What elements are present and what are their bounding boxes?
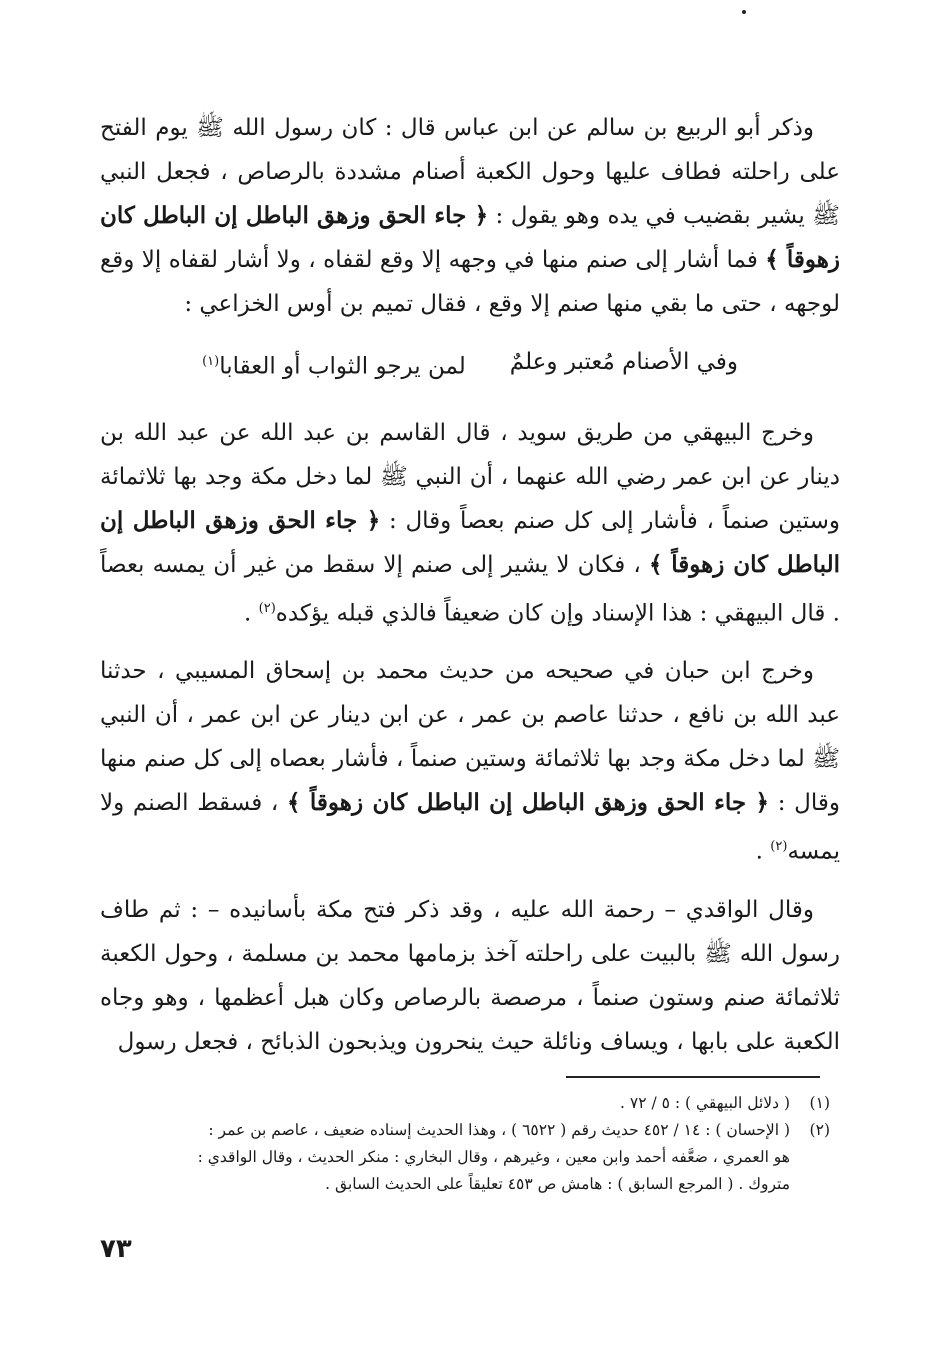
footnote-line xyxy=(100,1144,830,1171)
footnote-text: ( دلائل البيهقي ) : ٥ / ٧٢ . xyxy=(620,1094,790,1112)
poetry-verse xyxy=(100,340,840,389)
paragraph-text: . xyxy=(244,600,259,627)
page-number: ٧٣ xyxy=(100,1234,132,1264)
paragraph-text: وذكر أبو الربيع بن سالم عن ابن عباس قال : كان رسول الله ﷺ يوم الفتح على راحلته فطاف عليها وحول الكعبة أصنام مشددة بالرصاص ، فجعل النبي ﷺ يشير بقضيب في يده وهو يقول : xyxy=(100,115,840,229)
page-dot xyxy=(742,10,746,14)
footnote-text: هو العمري ، ضعَّفه أحمد وابن معين ، وغيرهم ، وقال البخاري : منكر الحديث ، وقال الواقدي : xyxy=(197,1148,790,1166)
verse-second-text: لمن يرجو الثواب أو العقابا xyxy=(219,353,466,380)
verse-second-hemistich xyxy=(202,340,466,389)
verse-first-hemistich: وفي الأصنام مُعتبر وعلمٌ xyxy=(509,349,738,375)
quran-verse: ﴿ جاء الحق وزهق الباطل إن الباطل كان زهوقاً ﴾ xyxy=(100,202,840,273)
paragraph-text: ، فكان لا يشير إلى صنم إلا سقط من غير أن يمسه بعصاً . قال البيهقي : هذا الإسناد وإن كان ضعيفاً فالذي قبله يؤكده xyxy=(100,551,840,627)
footnote-text: متروك . ( المرجع السابق ) : هامش ص ٤٥٣ تعليقاً على الحديث السابق . xyxy=(325,1175,790,1193)
paragraph-text: ، فسقط الصنم ولا يمسه xyxy=(100,790,840,865)
footnote-divider xyxy=(566,1076,820,1078)
paragraph-text: وخرج البيهقي من طريق سويد ، قال القاسم بن عبد الله عن عبد الله بن دينار عن ابن عمر رضي الله عنهما ، أن النبي ﷺ لما دخل مكة وجد بها ثلاثمائة وستين صنماً ، فأشار إلى كل صنم بعصاً وقال : xyxy=(100,419,840,534)
paragraph-text: وقال الواقدي – رحمة الله عليه ، وقد ذكر فتح مكة بأسانيده – : ثم طاف رسول الله ﷺ بالبيت على راحلته آخذ بزمامها محمد بن مسلمة ، وحول الكعبة ثلاثمائة صنم وستون صنماً ، مرصصة بالرصاص وكان هبل أعظمها ، وهو وجاه الكعبة على بابها ، ويساف ونائلة حيث ينحرون ويذبحون الذبائح ، فجعل رسول xyxy=(100,896,840,1055)
text-block-1 xyxy=(100,106,840,326)
quran-verse: ﴿ جاء الحق وزهق الباطل إن الباطل كان زهوقاً ﴾ xyxy=(287,789,769,817)
footnote-line xyxy=(100,1171,830,1198)
paragraph xyxy=(100,411,840,636)
paragraph xyxy=(100,649,840,874)
footnote-number: (٢) xyxy=(809,1121,830,1139)
footnote-ref: (٢) xyxy=(770,839,788,855)
paragraph-text: وخرج ابن حبان في صحيحه من حديث محمد بن إسحاق المسيبي ، حدثنا عبد الله بن نافع ، حدثنا عاصم بن عمر ، عن ابن دينار عن ابن عمر ، أن النبي ﷺ لما دخل مكة وجد بها ثلاثمائة وستين صنماً ، فأشار بعصاه إلى كل صنم منها وقال : xyxy=(100,658,840,817)
footnote-text: ( الإحسان ) : ١٤ / ٤٥٢ حديث رقم ( ٦٥٢٢ ) ، وهذا الحديث إسناده ضعيف ، عاصم بن عمر : xyxy=(208,1121,790,1139)
footnotes xyxy=(100,1090,830,1198)
quran-verse: ﴿ جاء الحق وزهق الباطل إن الباطل كان زهوقاً ﴾ xyxy=(100,506,840,578)
footnote-line xyxy=(100,1090,830,1117)
paragraph xyxy=(100,888,840,1064)
paragraph-text: فما أشار إلى صنم منها في وجهه إلا وقع لقفاه ، ولا أشار لقفاه إلا وقع لوجهه ، حتى ما بقي منها صنم إلا وقع ، فقال تميم بن أوس الخزاعي : xyxy=(100,247,840,317)
footnote-number: (١) xyxy=(809,1094,830,1112)
text-block-2 xyxy=(100,411,840,1064)
paragraph xyxy=(100,106,840,326)
page-body xyxy=(100,106,840,1078)
paragraph-text: . xyxy=(755,838,771,865)
footnote-ref: (٢) xyxy=(258,600,276,616)
footnote-ref: (١) xyxy=(202,354,220,369)
footnote-line xyxy=(100,1117,830,1144)
